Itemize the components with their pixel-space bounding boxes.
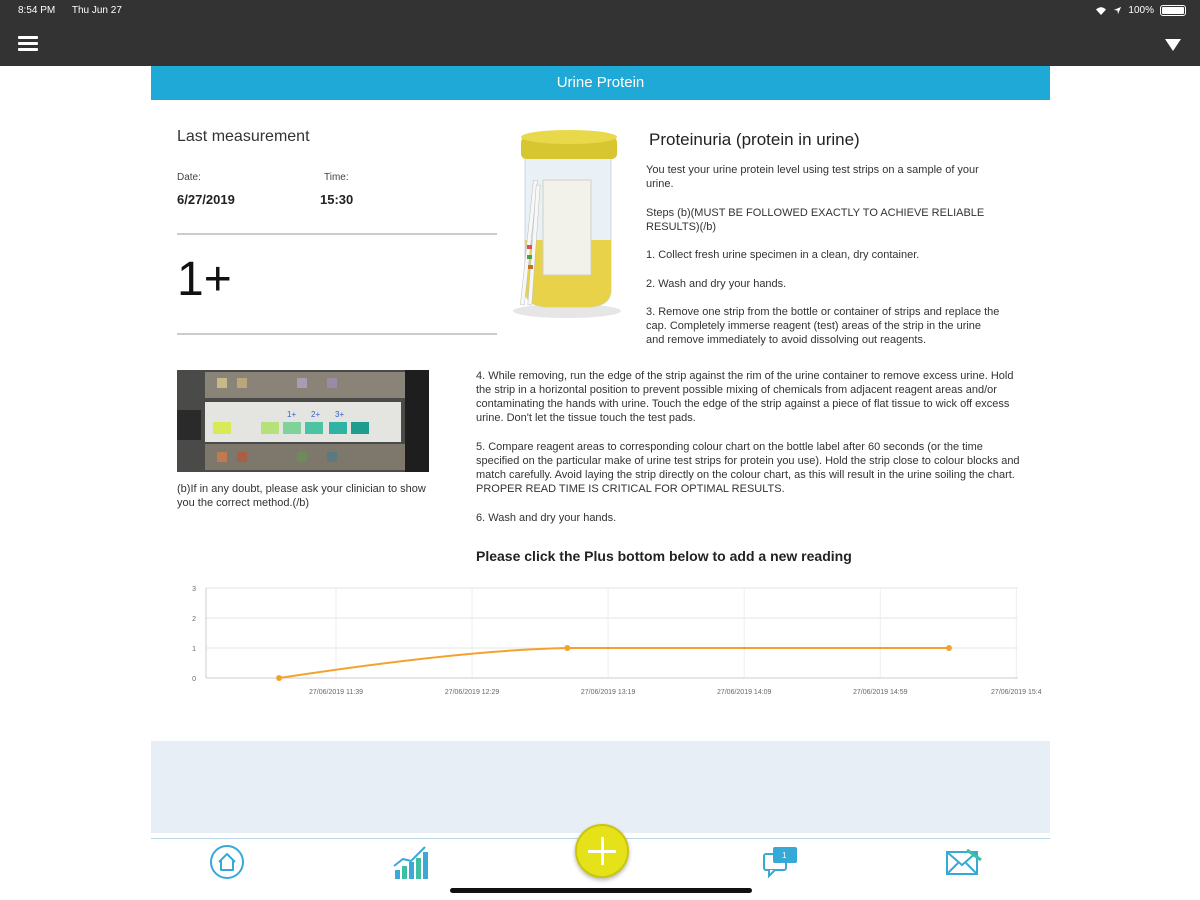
x-tick-label: 27/06/2019 12:29: [444, 689, 500, 696]
step-4: 4. While removing, run the edge of the strip against the rim of the urine container to remove excess urine. Hold the strip in a horizontal position to prevent possible mixing of chemicals from adjacent reagent areas and/or contaminating the hands with urine. Touch the edge of the strip against a piece of flat tissue to wick off excess urine. Don't let the tissue touch the test pads.: [476, 370, 1014, 424]
y-tick-label: 3: [192, 586, 196, 593]
bottom-panel: [151, 741, 1050, 833]
series-line: [279, 648, 949, 678]
chart-icon[interactable]: [391, 842, 431, 882]
x-tick-label: 27/06/2019 15:4: [991, 689, 1042, 696]
steps-heading: Steps (b)(MUST BE FOLLOWED EXACTLY TO ACHIEVE RELIABLE RESULTS)(/b): [646, 207, 985, 233]
time-label: Time:: [324, 172, 349, 183]
step-5: 5. Compare reagent areas to corresponding colour chart on the bottle label after 60 seconds (or the time specified on the particular make of urine test strips for protein you use). Hold the strip close to colour blocks and match carefully. Avoid laying the strip directly on the colour chart, as this will result in the urine soiling the chart. PROPER READ TIME IS CRITICAL FOR OPTIMAL RESULTS.: [476, 441, 1020, 495]
add-reading-button[interactable]: [575, 824, 629, 878]
date-label: Date:: [177, 172, 201, 183]
pad-label: 3+: [335, 410, 345, 419]
location-icon: [1113, 6, 1122, 15]
status-time: 8:54 PM: [18, 5, 56, 16]
home-icon[interactable]: [207, 842, 247, 882]
step-2: 2. Wash and dry your hands.: [646, 278, 787, 290]
battery-icon: [1160, 5, 1186, 16]
top-bar: [0, 0, 1200, 66]
y-tick-label: 0: [192, 676, 196, 683]
data-point: [946, 645, 952, 651]
mail-icon[interactable]: [943, 842, 983, 882]
status-date: Thu Jun 27: [71, 5, 122, 16]
data-point: [564, 645, 570, 651]
x-tick-label: 27/06/2019 14:09: [716, 689, 772, 696]
step-6: 6. Wash and dry your hands.: [476, 512, 617, 524]
clinician-note: (b)If in any doubt, please ask your clinician to show you the correct method.(/b): [177, 483, 426, 509]
filter-icon[interactable]: [1164, 38, 1182, 52]
x-tick-label: 27/06/2019 13:19: [580, 689, 636, 696]
info-intro: You test your urine protein level using test strips on a sample of your urine.: [646, 164, 979, 190]
menu-button[interactable]: [18, 36, 38, 52]
time-value: 15:30: [320, 192, 354, 207]
status-bar: [0, 0, 1200, 22]
info-title: Proteinuria (protein in urine): [649, 130, 860, 149]
add-reading-instruction: Please click the Plus bottom below to add a new reading: [476, 548, 852, 564]
reading-value: 1+: [177, 253, 232, 306]
urine-container-illustration: [505, 125, 625, 320]
messages-badge: 1: [782, 851, 787, 860]
messages-icon[interactable]: [761, 842, 801, 882]
data-point: [276, 675, 282, 681]
strip-color-chart-photo: [177, 370, 429, 472]
divider: [177, 333, 497, 335]
last-measurement-title: Last measurement: [177, 128, 310, 145]
home-indicator: [450, 888, 752, 893]
date-value: 6/27/2019: [177, 192, 235, 207]
y-tick-label: 1: [192, 646, 196, 653]
pad-label: 1+: [287, 410, 297, 419]
wifi-icon: [1095, 6, 1107, 16]
step-1: 1. Collect fresh urine specimen in a clean, dry container.: [646, 249, 920, 261]
y-tick-label: 2: [192, 616, 196, 623]
x-tick-label: 27/06/2019 14:59: [853, 689, 908, 696]
step-3: 3. Remove one strip from the bottle or container of strips and replace the cap. Completely immerse reagent (test) areas of the strip in the urine and remove immediately to avoid dissolving out reagents.: [646, 306, 1000, 346]
pad-label: 2+: [311, 410, 321, 419]
divider: [177, 233, 497, 235]
battery-percent: 100%: [1128, 5, 1154, 16]
page-title: Urine Protein: [151, 66, 1050, 100]
protein-chart: [170, 578, 1042, 703]
x-tick-label: 27/06/2019 11:39: [309, 689, 363, 696]
